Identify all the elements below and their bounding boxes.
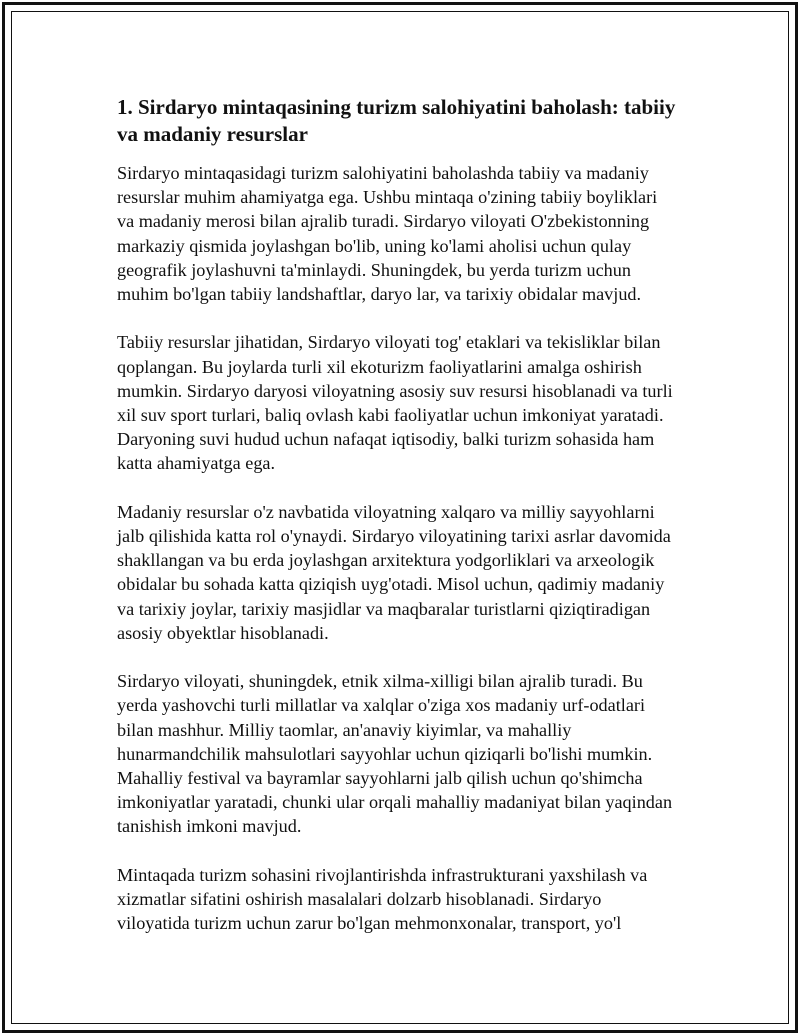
paragraph-line: hunarmandchilik mahsulotlari sayyohlar uchun qiziqarli bo'lishi mumkin. bbox=[117, 743, 653, 764]
paragraph-1 bbox=[117, 161, 737, 306]
paragraph-line: Tabiiy resurslar jihatidan, Sirdaryo viloyati tog' etaklari va tekisliklar bilan bbox=[117, 332, 661, 353]
heading-line: va madaniy resurslar bbox=[117, 122, 308, 146]
paragraph-4 bbox=[117, 669, 737, 838]
paragraph-line: katta ahamiyatga ega. bbox=[117, 453, 276, 474]
paragraph-line: yerda yashovchi turli millatlar va xalqlar o'ziga xos madaniy urf-odatlari bbox=[117, 695, 646, 716]
paragraph-line: asosiy obyektlar hisoblanadi. bbox=[117, 622, 329, 643]
paragraph-3 bbox=[117, 500, 737, 645]
paragraph-line: resurslar muhim ahamiyatga ega. Ushbu mintaqa o'zining tabiiy boyliklari bbox=[117, 187, 658, 208]
document-content bbox=[117, 94, 737, 960]
paragraph-2 bbox=[117, 330, 737, 475]
paragraph-line: imkoniyatlar yaratadi, chunki ular orqali mahalliy madaniyat bilan yaqindan bbox=[117, 792, 673, 813]
paragraph-line: viloyatida turizm uchun zarur bo'lgan mehmonxonalar, transport, yo'l bbox=[117, 913, 622, 934]
paragraph-line: xizmatlar sifatini oshirish masalalari dolzarb hisoblanadi. Sirdaryo bbox=[117, 889, 602, 910]
paragraph-line: markaziy qismida joylashgan bo'lib, uning ko'lami aholisi uchun qulay bbox=[117, 235, 632, 256]
paragraph-line: Daryoning suvi hudud uchun nafaqat iqtisodiy, balki turizm sohasida ham bbox=[117, 429, 655, 450]
heading-line: 1. Sirdaryo mintaqasining turizm salohiyatini baholash: tabiiy bbox=[117, 95, 676, 119]
paragraph-line: Sirdaryo mintaqasidagi turizm salohiyatini baholashda tabiiy va madaniy bbox=[117, 163, 649, 183]
paragraph-line: mumkin. Sirdaryo daryosi viloyatning asosiy suv resursi hisoblanadi va turli bbox=[117, 380, 673, 401]
paragraph-line: tanishish imkoni mavjud. bbox=[117, 816, 302, 837]
paragraph-line: jalb qilishida katta rol o'ynaydi. Sirdaryo viloyatining tarixi asrlar davomida bbox=[117, 526, 671, 547]
paragraph-line: geografik joylashuvni ta'minlaydi. Shuningdek, bu yerda turizm uchun bbox=[117, 259, 631, 280]
paragraph-line: va madaniy merosi bilan ajralib turadi. Sirdaryo viloyati O'zbekistonning bbox=[117, 211, 650, 232]
paragraph-5 bbox=[117, 863, 737, 936]
paragraph-line: Mahalliy festival va bayramlar sayyohlarni jalb qilish uchun qo'shimcha bbox=[117, 768, 643, 789]
section-heading bbox=[117, 94, 737, 148]
paragraph-line: Mintaqada turizm sohasini rivojlantirishda infrastrukturani yaxshilash va bbox=[117, 864, 648, 885]
paragraph-line: muhim bo'lgan tabiiy landshaftlar, daryo lar, va tarixiy obidalar mavjud. bbox=[117, 284, 642, 305]
paragraph-line: Madaniy resurslar o'z navbatida viloyatning xalqaro va milliy sayyohlarni bbox=[117, 501, 655, 522]
paragraph-line: Sirdaryo viloyati, shuningdek, etnik xilma-xilligi bilan ajralib turadi. Bu bbox=[117, 671, 643, 692]
paragraph-line: va tarixiy joylar, tarixiy masjidlar va maqbaralar turistlarni qiziqtiradigan bbox=[117, 598, 651, 619]
paragraph-line: bilan mashhur. Milliy taomlar, an'anaviy kiyimlar, va mahalliy bbox=[117, 719, 572, 740]
paragraph-line: qoplangan. Bu joylarda turli xil ekoturizm faoliyatlarini amalga oshirish bbox=[117, 356, 642, 377]
document-body bbox=[117, 161, 737, 935]
paragraph-line: shakllangan va bu erda joylashgan arxitektura yodgorliklari va arxeologik bbox=[117, 550, 655, 571]
paragraph-line: xil suv sport turlari, baliq ovlash kabi faoliyatlar uchun imkoniyat yaratadi. bbox=[117, 405, 664, 426]
paragraph-line: obidalar bu sohada katta qiziqish uyg'otadi. Misol uchun, qadimiy madaniy bbox=[117, 574, 665, 595]
